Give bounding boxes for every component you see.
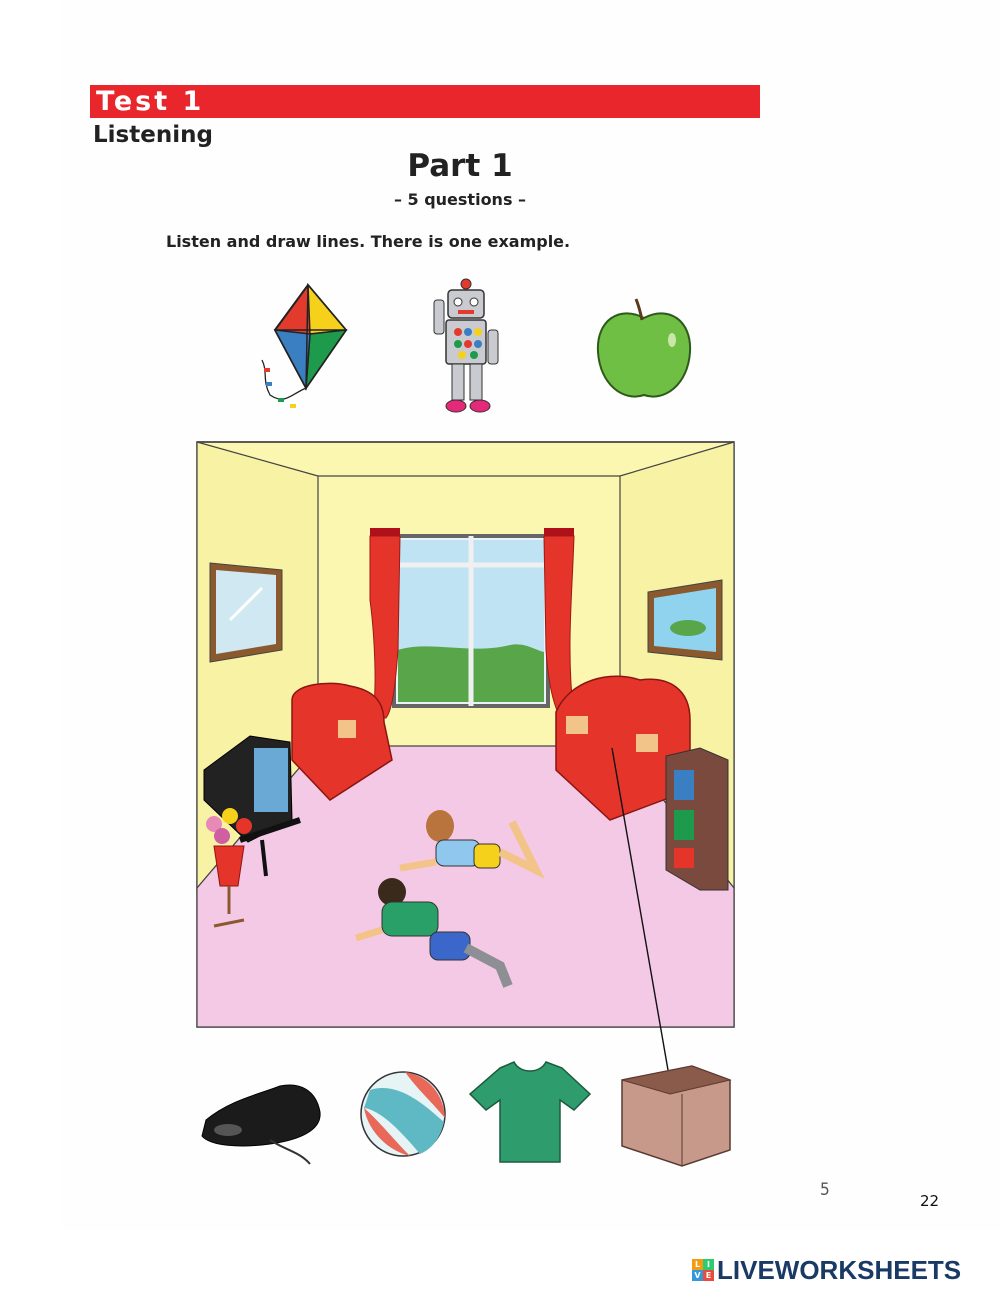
living-room-scene (197, 442, 734, 1070)
apple-icon[interactable] (598, 299, 690, 397)
brand-name: LIVEWORKSHEETS (717, 1254, 962, 1285)
test-label: Test 1 (96, 86, 205, 117)
robot-icon[interactable] (434, 279, 498, 412)
liveworksheets-logo[interactable] (692, 1256, 961, 1284)
instruction-text: Listen and draw lines. There is one example. (166, 232, 571, 251)
shoe-icon[interactable] (202, 1085, 320, 1164)
book-page-number: 5 (820, 1180, 830, 1200)
section-title: Listening (93, 122, 213, 148)
question-count: – 5 questions – (393, 190, 527, 209)
liveworksheets-logo-icon: L I V E (692, 1259, 714, 1281)
kite-icon[interactable] (262, 285, 346, 408)
part-title: Part 1 (407, 148, 513, 184)
ball-icon[interactable] (361, 1072, 445, 1156)
tshirt-icon[interactable] (470, 1062, 590, 1162)
worksheet-page-number: 22 (920, 1192, 940, 1210)
box-icon[interactable] (622, 1066, 730, 1166)
